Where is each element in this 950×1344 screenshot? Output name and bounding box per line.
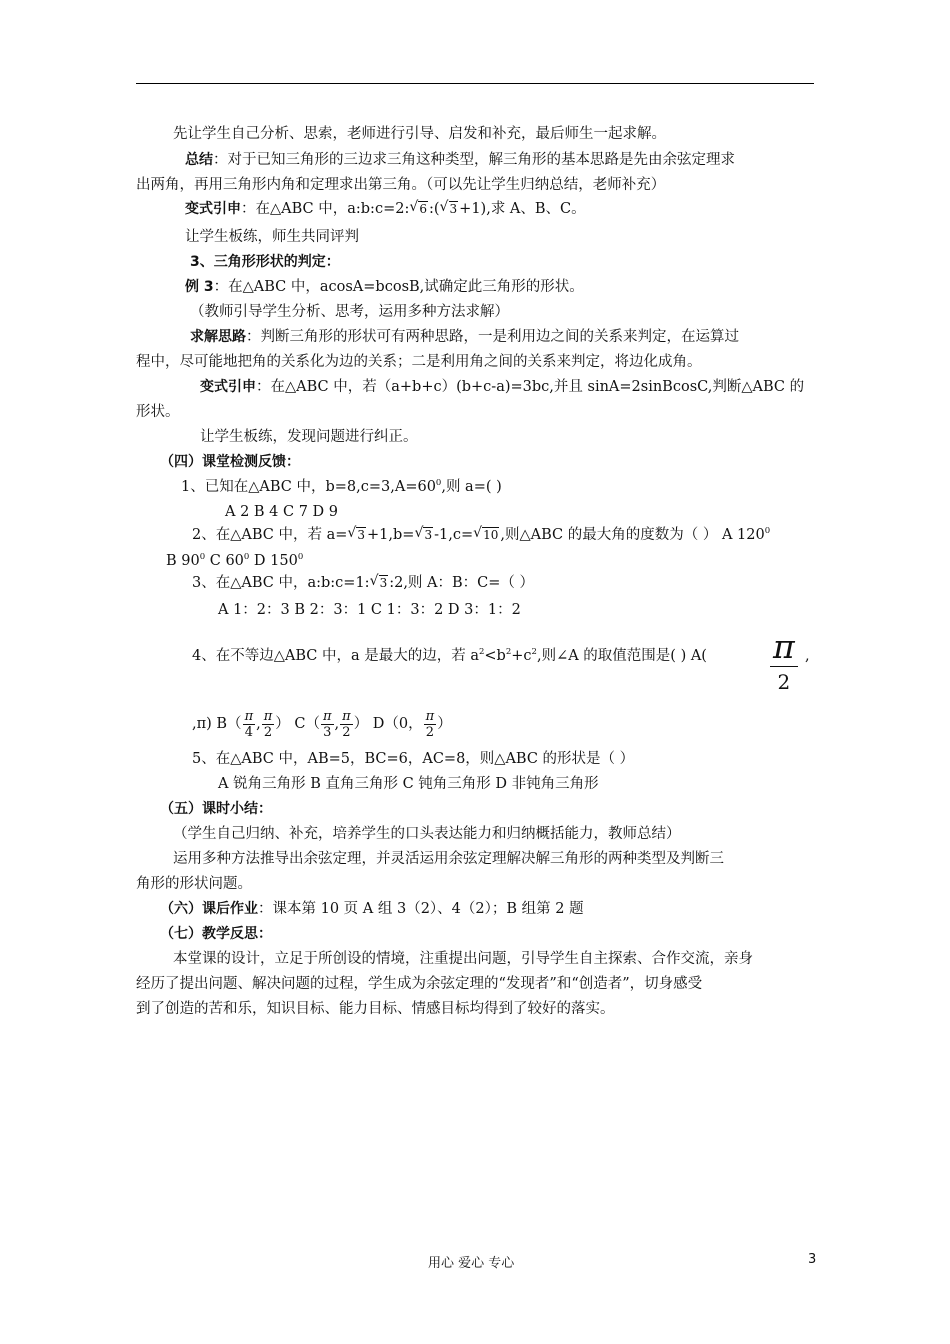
example-text: ：在△ABC 中，acosA=bcosB,试确定此三角形的形状。: [213, 279, 584, 295]
paragraph: 角形的形状问题。: [136, 876, 252, 892]
comma: ,: [805, 648, 810, 664]
homework-line: （六）课后作业：课本第 10 页 A 组 3（2）、4（2）；B 组第 2 题: [160, 901, 584, 917]
question-4-options: ,π) B（ $\frac{\pi}{4}$ , $\frac{\pi}{2}$ ） C（ $\frac{\pi}{3}$ , $\frac{\pi}{2}$ ） D（0， $\frac{\pi}{2}$ ）: [192, 708, 452, 740]
paragraph: 运用多种方法推导出余弦定理，并灵活运用余弦定理解决解三角形的两种类型及判断三: [173, 851, 724, 867]
section-heading: （四）课堂检测反馈：: [160, 454, 300, 470]
paragraph: 程中，尽可能地把角的关系化为边的关系；二是利用角之间的关系来判定，将边化成角。: [136, 354, 702, 370]
paragraph: 出两角，再用三角形内角和定理求出第三角。（可以先让学生归纳总结，老师补充）: [136, 177, 666, 193]
paragraph: （教师引导学生分析、思考，运用多种方法求解）: [190, 304, 509, 320]
paragraph: 形状。: [136, 404, 180, 420]
paragraph: 让学生板练，师生共同评判: [185, 229, 359, 245]
sqrt-3: √ 3: [371, 573, 389, 593]
variant-line-1: [185, 199, 586, 219]
question-5: 5、在△ABC 中，AB=5，BC=6，AC=8，则△ABC 的形状是（ ）: [192, 751, 635, 767]
section-heading: （七）教学反思：: [160, 926, 272, 942]
approach-text: ：判断三角形的形状可有两种思路，一是利用边之间的关系来判定，在运算过: [246, 329, 739, 345]
summary-text: ：对于已知三角形的三边求三角这种类型，解三角形的基本思路是先由余弦定理求: [213, 152, 735, 168]
variant-text: ：在△ABC 中，若（a+b+c）(b+c-a)=3bc,并且 sinA=2sinBcosC,判断△ABC 的: [256, 379, 805, 395]
variant-label: 变式引申: [185, 201, 241, 217]
question-5-options: A 锐角三角形 B 直角三角形 C 钝角三角形 D 非钝角三角形: [218, 776, 599, 792]
paragraph: 让学生板练，发现问题进行纠正。: [200, 429, 418, 445]
question-3-options: A 1：2：3 B 2：3：1 C 1：3：2 D 3：1：2: [218, 602, 521, 618]
header-rule: [136, 83, 814, 84]
paragraph: 本堂课的设计，立足于所创设的情境，注重提出问题，引导学生自主探索、合作交流，亲身: [173, 951, 753, 967]
section-heading: （五）课时小结：: [160, 801, 272, 817]
sqrt-3: √ 3: [348, 525, 366, 545]
sqrt-6: √ 6: [410, 199, 428, 219]
fraction-pi-over-2: π 2: [770, 628, 798, 697]
sqrt-10: √ 10: [474, 525, 499, 545]
question-3: 3、在△ABC 中，a:b:c=1:√ 3 :2,则 A：B：C=（ ）: [192, 573, 534, 593]
summary-label: 总结: [185, 152, 213, 168]
approach-label: 求解思路: [190, 329, 246, 345]
question-1-options: A 2 B 4 C 7 D 9: [225, 504, 339, 520]
page-number: 3: [808, 1252, 817, 1267]
paragraph: 先让学生自己分析、思索，老师进行引导、启发和补充，最后师生一起求解。: [173, 126, 666, 142]
variant-text: ：在△ABC 中，a:b:c=2:: [241, 201, 410, 217]
question-2: 2、在△ABC 中，若 a=√ 3 +1,b=√ 3 -1,c=√ 10 ,则△ABC 的最大角的度数为（ ） A $120^0$: [192, 525, 770, 545]
paragraph: 到了创造的苦和乐，知识目标、能力目标、情感目标均得到了较好的落实。: [136, 1001, 615, 1017]
summary-line: [185, 150, 735, 170]
section-heading: 3、三角形形状的判定：: [190, 254, 340, 270]
paragraph: （学生自己归纳、补充，培养学生的口头表达能力和归纳概括能力，教师总结）: [173, 826, 681, 842]
question-2-options: B $90^0$ C $60^0$ D $150^0$: [166, 552, 304, 569]
section-heading: （六）课后作业: [160, 901, 258, 917]
variant-text: :(: [428, 201, 440, 217]
variant-text: +1),求 A、B、C。: [459, 201, 586, 217]
example-3: [185, 277, 584, 297]
question-4: 4、在不等边△ABC 中，a 是最大的边，若 $a^2<b^2+c^2$,则∠A 的取值范围是( ) A(: [192, 647, 707, 664]
question-1: 1、已知在△ABC 中，$b=8,c=3,A=60^0$,则 a=( ): [181, 478, 502, 495]
sqrt-3: √ 3: [441, 199, 459, 219]
paragraph: 经历了提出问题、解决问题的过程，学生成为余弦定理的“发现者”和“创造者”，切身感受: [136, 976, 703, 992]
example-label: 例 3: [185, 279, 214, 295]
footer-text: 用心 爱心 专心: [428, 1256, 515, 1271]
variant-label: 变式引申: [200, 379, 256, 395]
approach-line: [190, 327, 739, 347]
sqrt-3: √ 3: [415, 525, 433, 545]
variant-line-2: [200, 377, 804, 397]
